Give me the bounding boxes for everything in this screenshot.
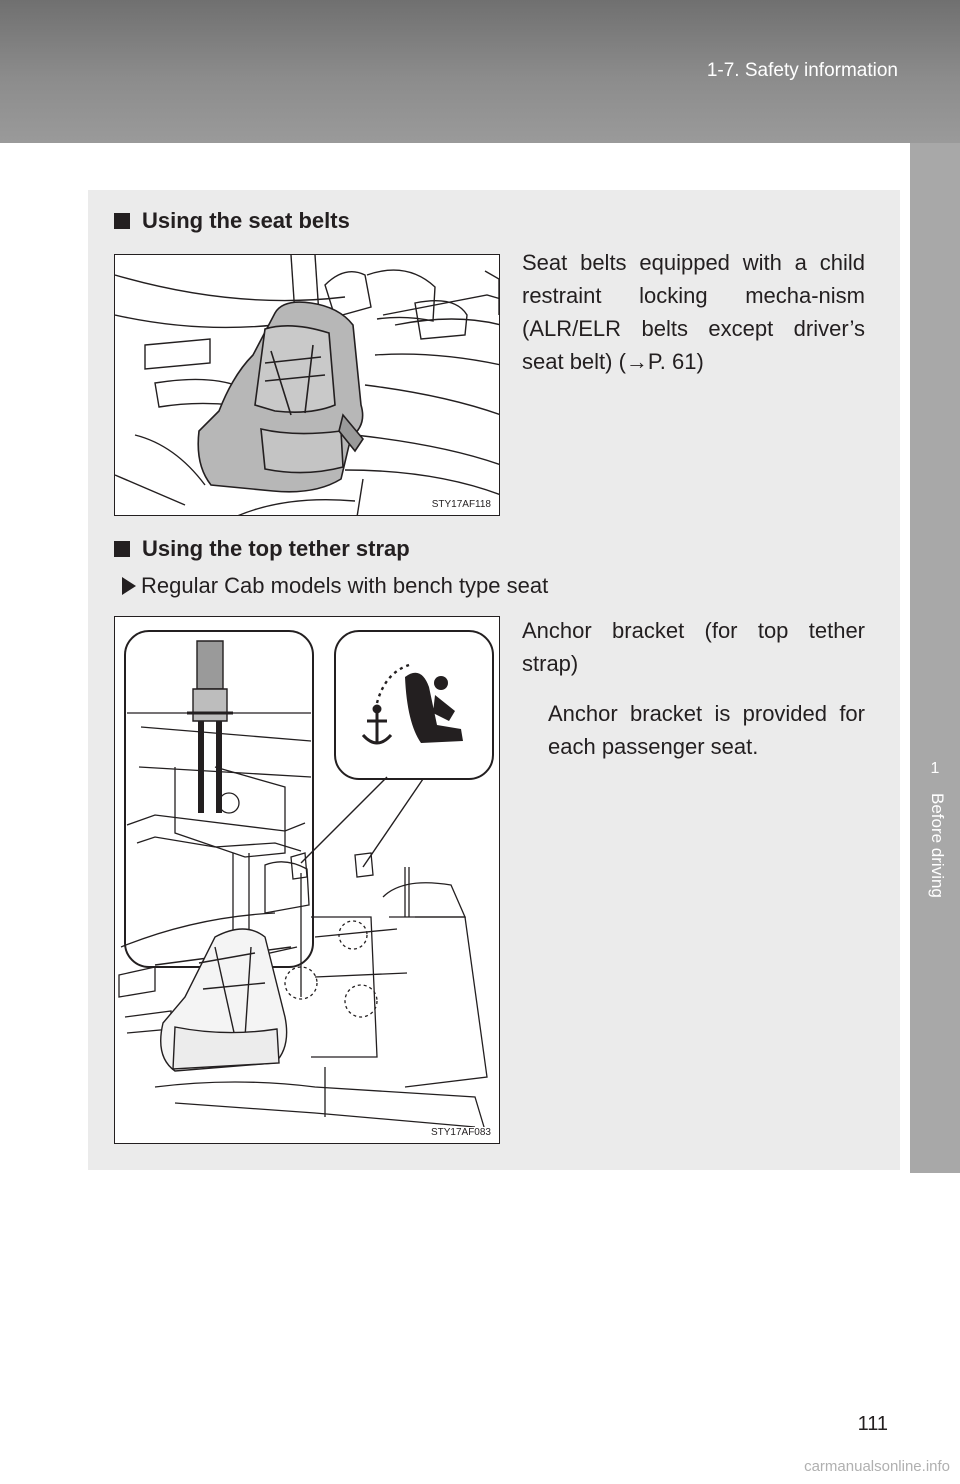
- heading-seat-belts: [114, 208, 350, 234]
- page-number: 111: [857, 1413, 888, 1435]
- figure-child-seat-belt: [114, 254, 500, 516]
- section-title: 1-7. Safety information: [706, 60, 898, 81]
- chapter-tab: [910, 143, 960, 1173]
- top-tether-illustration: [115, 617, 500, 1144]
- heading-top-tether-text: Using the top tether strap: [142, 536, 410, 561]
- figure-code-1: STY17AF118: [431, 499, 491, 510]
- chapter-number-text: 1: [930, 760, 940, 777]
- square-bullet-icon: [114, 213, 130, 229]
- child-seat-illustration: [115, 255, 500, 516]
- figure-code-2: STY17AF083: [430, 1127, 491, 1138]
- anchor-bracket-note: Anchor bracket is provided for each passenger seat.: [548, 701, 865, 759]
- watermark: carmanualsonline.info: [804, 1458, 950, 1475]
- model-subheading-text: Regular Cab models with bench type seat: [141, 573, 549, 598]
- heading-top-tether: [114, 536, 410, 562]
- heading-seat-belts-text: Using the seat belts: [142, 208, 350, 233]
- model-subheading: [122, 573, 548, 599]
- seat-belts-description: Seat belts equipped with a child restraint locking mecha-nism (ALR/ELR belts except driver’s seat belt) (→P. 61): [522, 250, 865, 374]
- header-band: [0, 0, 960, 143]
- square-bullet-icon: [114, 541, 130, 557]
- figure-top-tether: [114, 616, 500, 1144]
- triangle-bullet-icon: [122, 577, 136, 595]
- anchor-bracket-label: Anchor bracket (for top tether strap): [522, 618, 865, 676]
- chapter-label: Before driving: [928, 793, 947, 898]
